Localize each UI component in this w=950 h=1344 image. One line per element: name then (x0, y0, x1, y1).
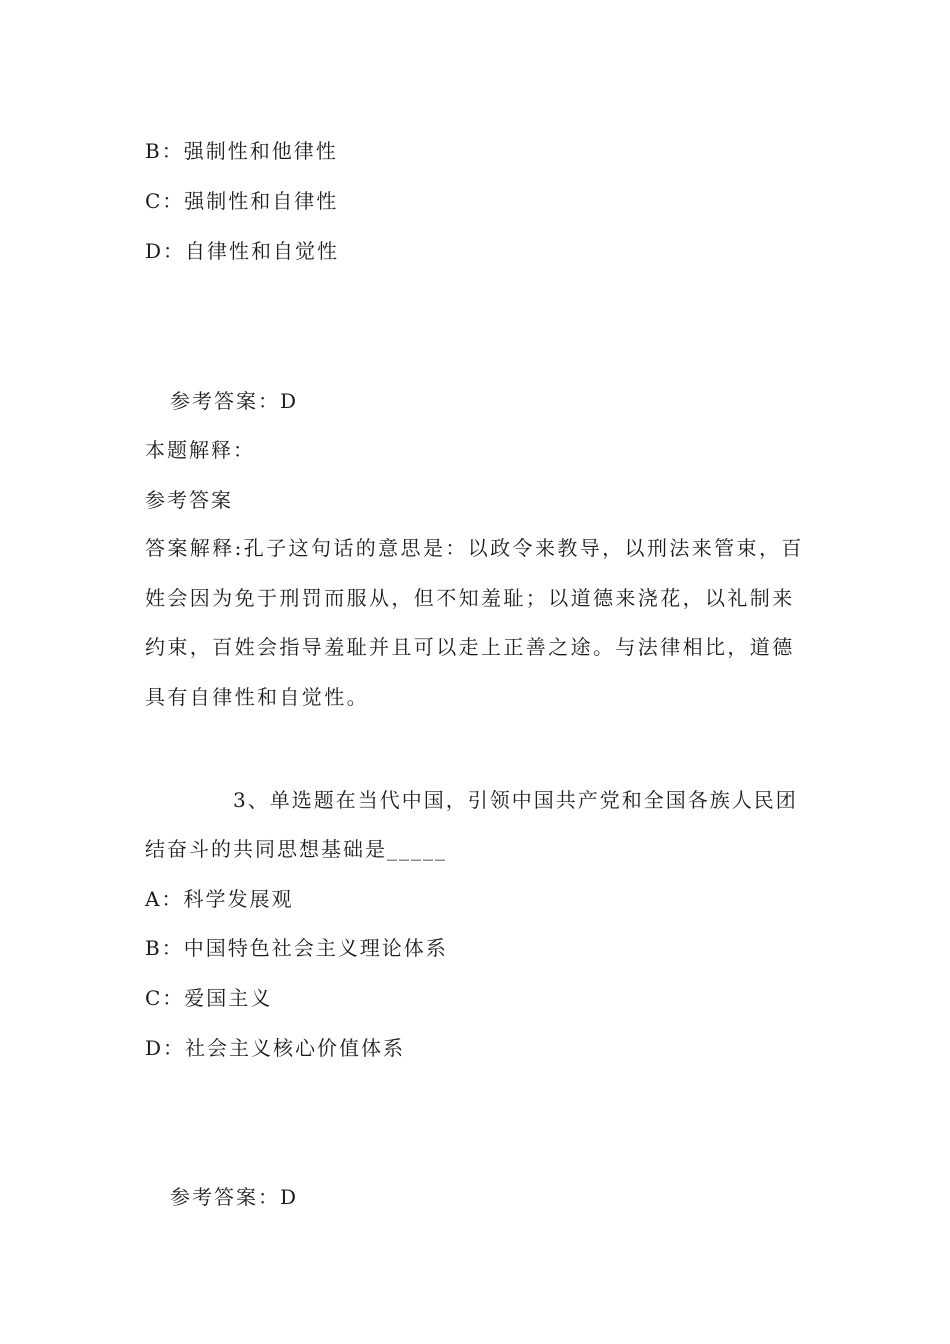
q3-option-d: D：社会主义核心价值体系 (145, 1036, 406, 1060)
q2-reference-label: 参考答案 (145, 488, 233, 512)
q3-option-c: C：爱国主义 (145, 986, 273, 1010)
q2-answer: 参考答案：D (170, 389, 299, 413)
q2-explanation-line: 具有自律性和自觉性。 (145, 684, 369, 709)
q2-option-b: B：强制性和他律性 (145, 139, 338, 163)
q2-explanation-heading: 本题解释： (145, 438, 255, 462)
q2-explanation-line: 约束，百姓会指导羞耻并且可以走上正善之途。与法律相比，道德 (145, 635, 795, 659)
q2-explanation-line: 姓会因为免于刑罚而服从，但不知羞耻；以道德来浇花，以礼制来 (145, 585, 795, 610)
q2-option-d: D：自律性和自觉性 (145, 239, 340, 263)
q3-option-b: B：中国特色社会主义理论体系 (145, 936, 448, 960)
q2-option-c: C：强制性和自律性 (145, 189, 339, 213)
q2-explanation (145, 524, 809, 722)
q3-question-line-1: 3、单选题在当代中国，引领中国共产党和全国各族人民团 (233, 788, 798, 812)
q3-option-a: A：科学发展观 (145, 887, 294, 911)
q3-question-line-2: 结奋斗的共同思想基础是_____ (145, 837, 447, 861)
q2-explanation-line: 答案解释:孔子这句话的意思是：以政令来教导，以刑法来管束，百 (145, 536, 804, 560)
q3-answer: 参考答案：D (170, 1185, 299, 1209)
